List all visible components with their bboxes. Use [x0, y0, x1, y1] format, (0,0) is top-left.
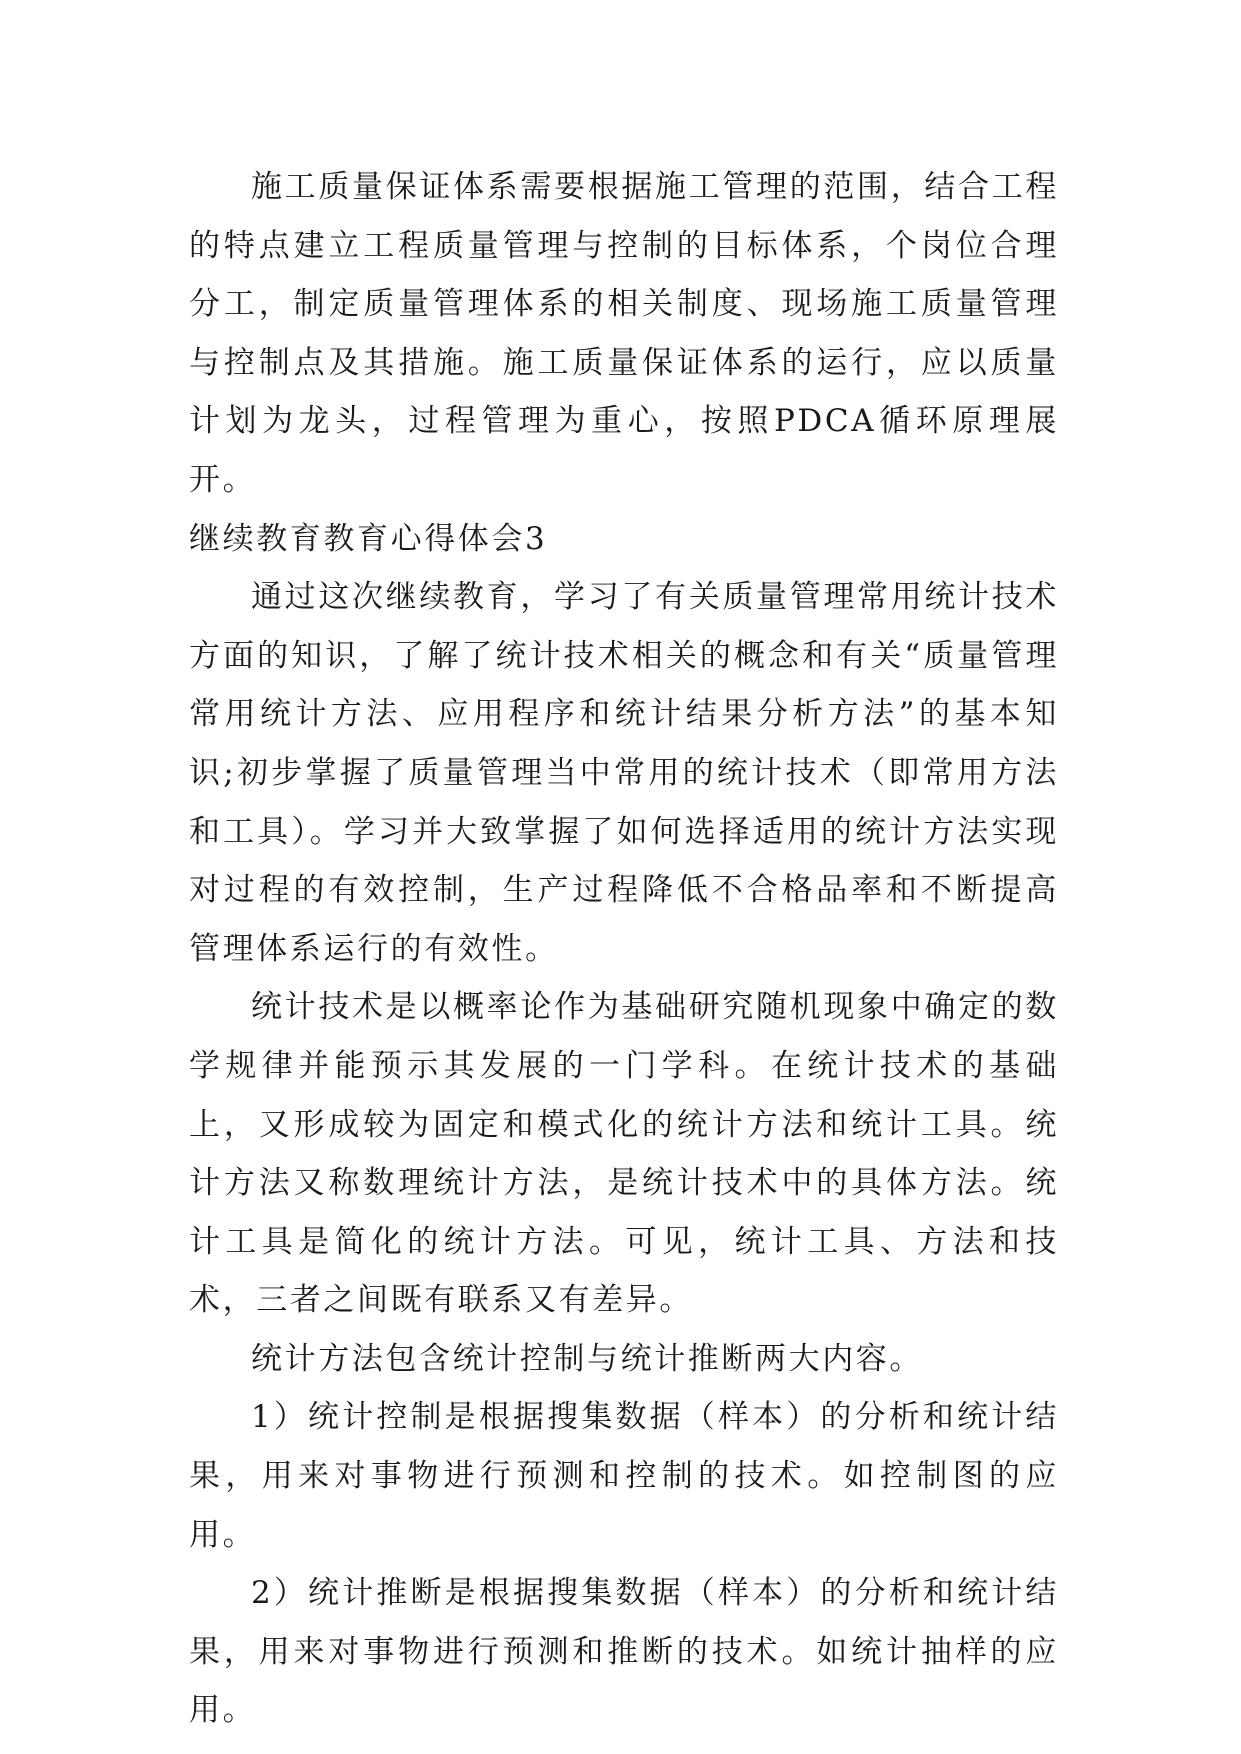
- document-body: [189, 158, 1059, 1740]
- body-paragraph: 施工质量保证体系需要根据施工管理的范围，结合工程的特点建立工程质量管理与控制的目标体系，个岗位合理分工，制定质量管理体系的相关制度、现场施工质量管理与控制点及其措施。施工质量保证体系的运行，应以质量计划为龙头，过程管理为重心，按照PDCA循环原理展开。: [189, 169, 1059, 498]
- body-paragraph: 统计技术是以概率论作为基础研究随机现象中确定的数学规律并能预示其发展的一门学科。在统计技术的基础上，又形成较为固定和模式化的统计方法和统计工具。统计方法又称数理统计方法，是统计技术中的具体方法。统计工具是简化的统计方法。可见，统计工具、方法和技术，三者之间既有联系又有差异。: [189, 989, 1059, 1319]
- body-paragraph: 通过这次继续教育，学习了有关质量管理常用统计技术方面的知识，了解了统计技术相关的概念和有关“质量管理常用统计方法、应用程序和统计结果分析方法”的基本知识;初步掌握了质量管理当中常用的统计技术（即常用方法和工具）。学习并大致掌握了如何选择适用的统计方法实现对过程的有效控制，生产过程降低不合格品率和不断提高管理体系运行的有效性。: [189, 579, 1059, 967]
- section-heading: 继续教育教育心得体会3: [189, 520, 548, 557]
- body-paragraph: 2）统计推断是根据搜集数据（样本）的分析和统计结果，用来对事物进行预测和推断的技术。如统计抽样的应用。: [189, 1575, 1059, 1729]
- body-paragraph: 统计方法包含统计控制与统计推断两大内容。: [251, 1340, 923, 1377]
- body-paragraph: 1）统计控制是根据搜集数据（样本）的分析和统计结果，用来对事物进行预测和控制的技术。如控制图的应用。: [189, 1399, 1059, 1553]
